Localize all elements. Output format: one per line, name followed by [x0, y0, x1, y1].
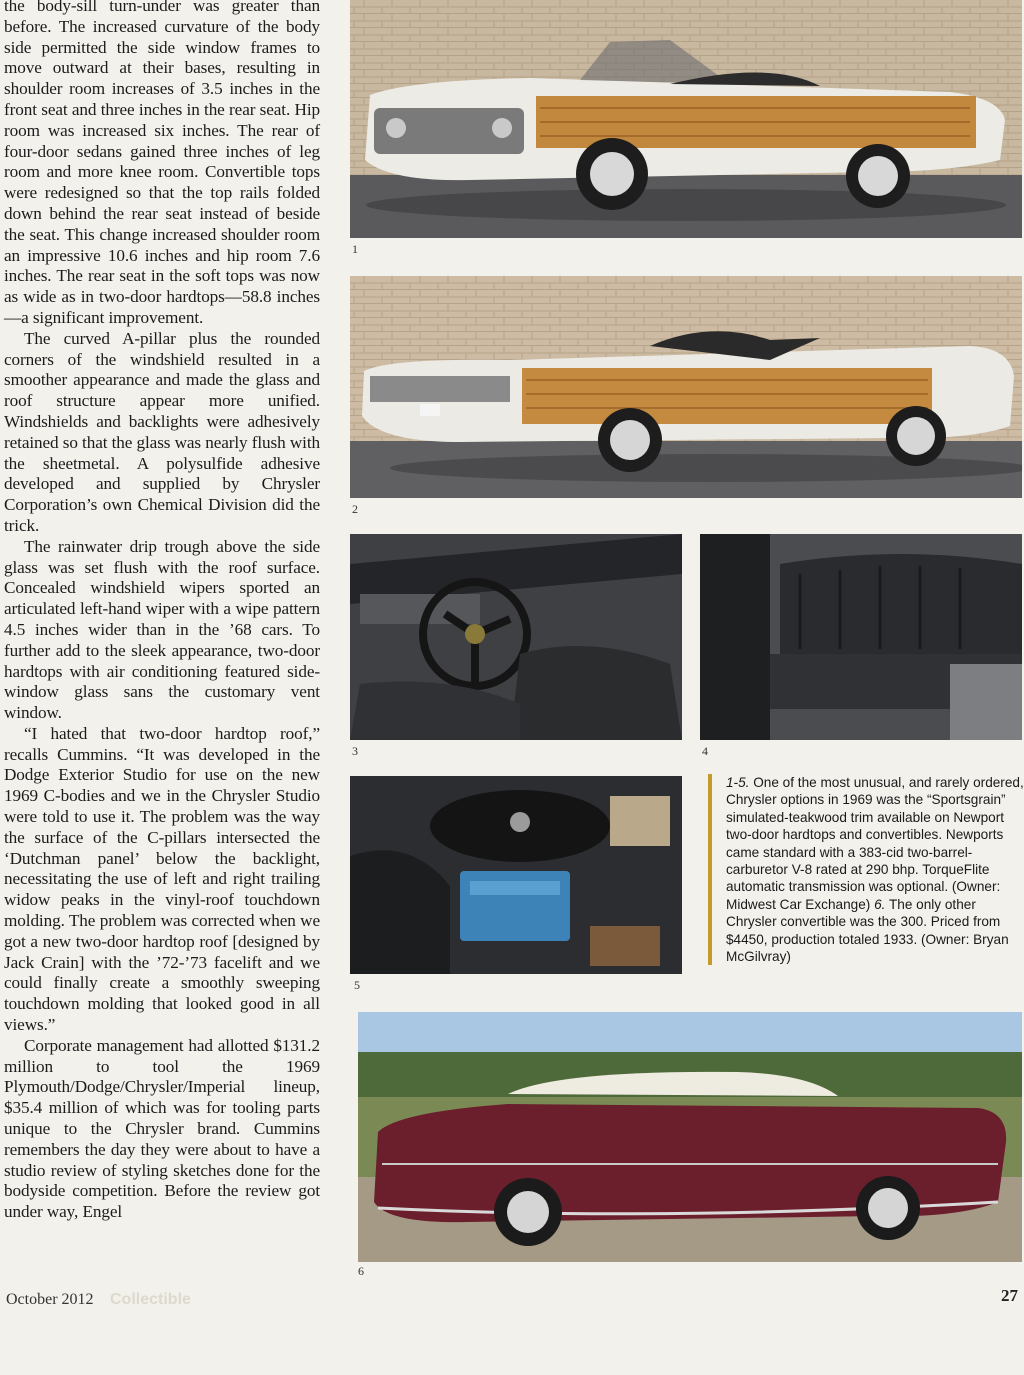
photo-1-convertible-front	[350, 0, 1022, 238]
figure-number-1: 1	[352, 242, 358, 256]
issue-date: October 2012	[6, 1291, 94, 1308]
dashboard-illustration	[350, 534, 682, 740]
rear-seat-illustration	[700, 534, 1022, 740]
figure-number-6: 6	[358, 1264, 364, 1278]
photo-4-rear-seat	[700, 534, 1022, 740]
photo-caption	[708, 774, 1024, 965]
figure-number-4: 4	[702, 744, 708, 758]
photo-5-engine	[350, 776, 682, 974]
paragraph: Corporate management had allotted $131.2 million to tool the 1969 Plymouth/Dodge/Chrysler/Imperial lineup, $35.4 million of which was for tooling parts unique to the Chrysler brand. Cummins remembers the day they were about to have a studio review of styling sketches done for the bodyside competition. Before the review got under way, Engel	[4, 1035, 320, 1222]
faded-running-title: Collectible	[110, 1291, 191, 1308]
convertible-rear-illustration	[350, 276, 1022, 498]
figure-number-2: 2	[352, 502, 358, 516]
article-body	[4, 0, 320, 1223]
caption-text-6: The only other Chrysler convertible was the 300. Priced from $4450, production totaled 1933. (Owner: Bryan McGilvray)	[726, 896, 1009, 965]
figure-number-5: 5	[354, 978, 360, 992]
paragraph: The rainwater drip trough above the side glass was set flush with the roof surface. Concealed windshield wipers sported an articulated left-hand wiper with a wipe pattern 4.5 inches wider than in the ’68 cars. To further add to the sleek appearance, two-door hardtops with air conditioning featured side-window glass sans the customary vent window.	[4, 536, 320, 723]
paragraph: The curved A-pillar plus the rounded corners of the windshield resulted in a smoother appearance and made the glass and roof structure appear more unified. Windshields and backlights were adhesively retained so that the glass was nearly flush with the sheetmetal. A polysulfide adhesive developed and supplied by Chrysler Corporation’s own Chemical Division did the trick.	[4, 328, 320, 535]
convertible-front-illustration	[350, 0, 1022, 238]
paragraph: “I hated that two-door hardtop roof,” recalls Cummins. “It was developed in the Dodge Exterior Studio for use on the new 1969 C-bodies and we in the Chrysler Studio were told to use it. The problem was the way the surface of the C-pillars intersected the ‘Dutchman panel’ below the backlight, necessitating the use of left and right trailing widow peaks in the vinyl-roof touchdown molding. The problem was corrected when we got a new two-door hardtop roof [designed by Jack Crain] with the ’72-’73 facelift and we could finally create a smoothly sweeping touchdown molding that looked good in all views.”	[4, 723, 320, 1035]
figure-number-3: 3	[352, 744, 358, 758]
engine-illustration	[350, 776, 682, 974]
caption-ref-6: 6.	[874, 896, 886, 912]
hardtop-illustration	[358, 1012, 1022, 1262]
caption-text-1-5: One of the most unusual, and rarely ordered, Chrysler options in 1969 was the “Sportsgrain” simulated-teakwood trim available on Newport two-door hardtops and convertibles. Newports came standard with a 383-cid two-barrel-carburetor V-8 rated at 290 bhp. TorqueFlite automatic transmission was optional. (Owner: Midwest Car Exchange)	[726, 775, 1024, 912]
photo-2-convertible-rear	[350, 276, 1022, 498]
photo-3-dashboard	[350, 534, 682, 740]
caption-ref-1-5: 1-5.	[726, 775, 750, 790]
paragraph: the body-sill turn-under was greater than before. The increased curvature of the body side permitted the side window frames to move outward at their bases, resulting in shoulder room increases of 3.5 inches in the front seat and three inches in the rear seat. Hip room was increased six inches. The rear of four-door sedans gained three inches of leg room and more knee room. Convertible tops were redesigned so that the top rails folded down behind the rear seat instead of beside the seat. This change increased shoulder room an impressive 10.6 inches and hip room 7.6 inches. The rear seat in the soft tops was now as wide as in two-door hardtops—58.8 inches—a significant improvement.	[4, 0, 320, 327]
page-number: 27	[1001, 1286, 1018, 1305]
photo-6-hardtop	[358, 1012, 1022, 1262]
